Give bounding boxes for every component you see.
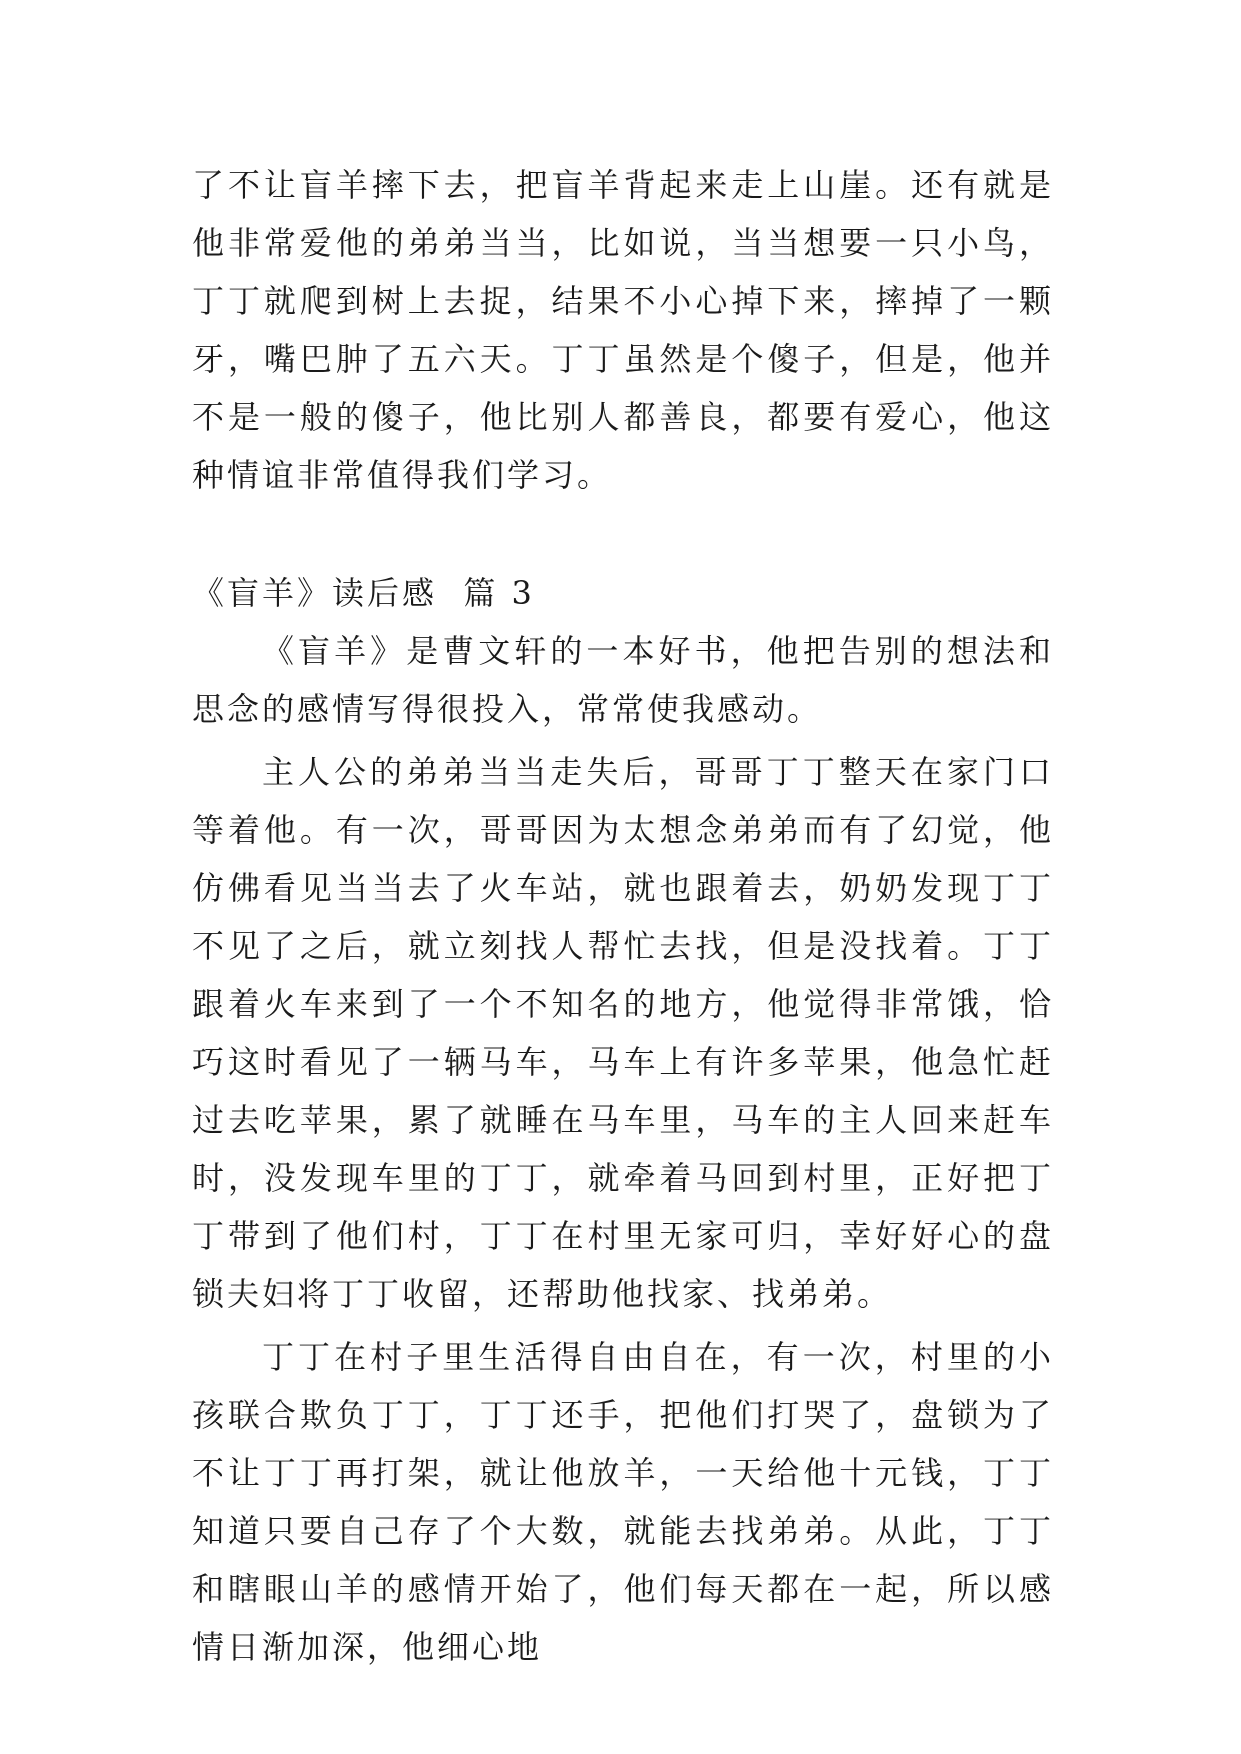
paragraph: 了不让盲羊摔下去，把盲羊背起来走上山崖。还有就是他非常爱他的弟弟当当，比如说，当当想要一只小鸟，丁丁就爬到树上去捉，结果不小心掉下来，摔掉了一颗牙，嘴巴肿了五六天。丁丁虽然是个傻子，但是，他并不是一般的傻子，他比别人都善良，都要有爱心，他这种情谊非常值得我们学习。: [192, 166, 1054, 494]
paragraph: 《盲羊》是曹文轩的一本好书，他把告别的想法和思念的感情写得很投入，常常使我感动。: [192, 632, 1054, 728]
continued-paragraph: [192, 156, 1054, 509]
paragraph: 丁丁在村子里生活得自由自在，有一次，村里的小孩联合欺负丁丁，丁丁还手，把他们打哭了，盘锁为了不让丁丁再打架，就让他放羊，一天给他十元钱，丁丁知道只要自己存了个大数，就能去找弟弟。从此，丁丁和瞎眼山羊的感情开始了，他们每天都在一起，所以感情日渐加深，他细心地: [192, 1338, 1054, 1666]
section-heading: 《盲羊》读后感 篇 3: [192, 574, 535, 612]
paragraph: 主人公的弟弟当当走失后，哥哥丁丁整天在家门口等着他。有一次，哥哥因为太想念弟弟而有了幻觉，他仿佛看见当当去了火车站，就也跟着去，奶奶发现丁丁不见了之后，就立刻找人帮忙去找，但是没找着。丁丁跟着火车来到了一个不知名的地方，他觉得非常饿，恰巧这时看见了一辆马车，马车上有许多苹果，他急忙赶过去吃苹果，累了就睡在马车里，马车的主人回来赶车时，没发现车里的丁丁，就牵着马回到村里，正好把丁丁带到了他们村，丁丁在村里无家可归，幸好好心的盘锁夫妇将丁丁收留，还帮助他找家、找弟弟。: [192, 753, 1054, 1313]
essay-body: [192, 622, 1054, 1681]
